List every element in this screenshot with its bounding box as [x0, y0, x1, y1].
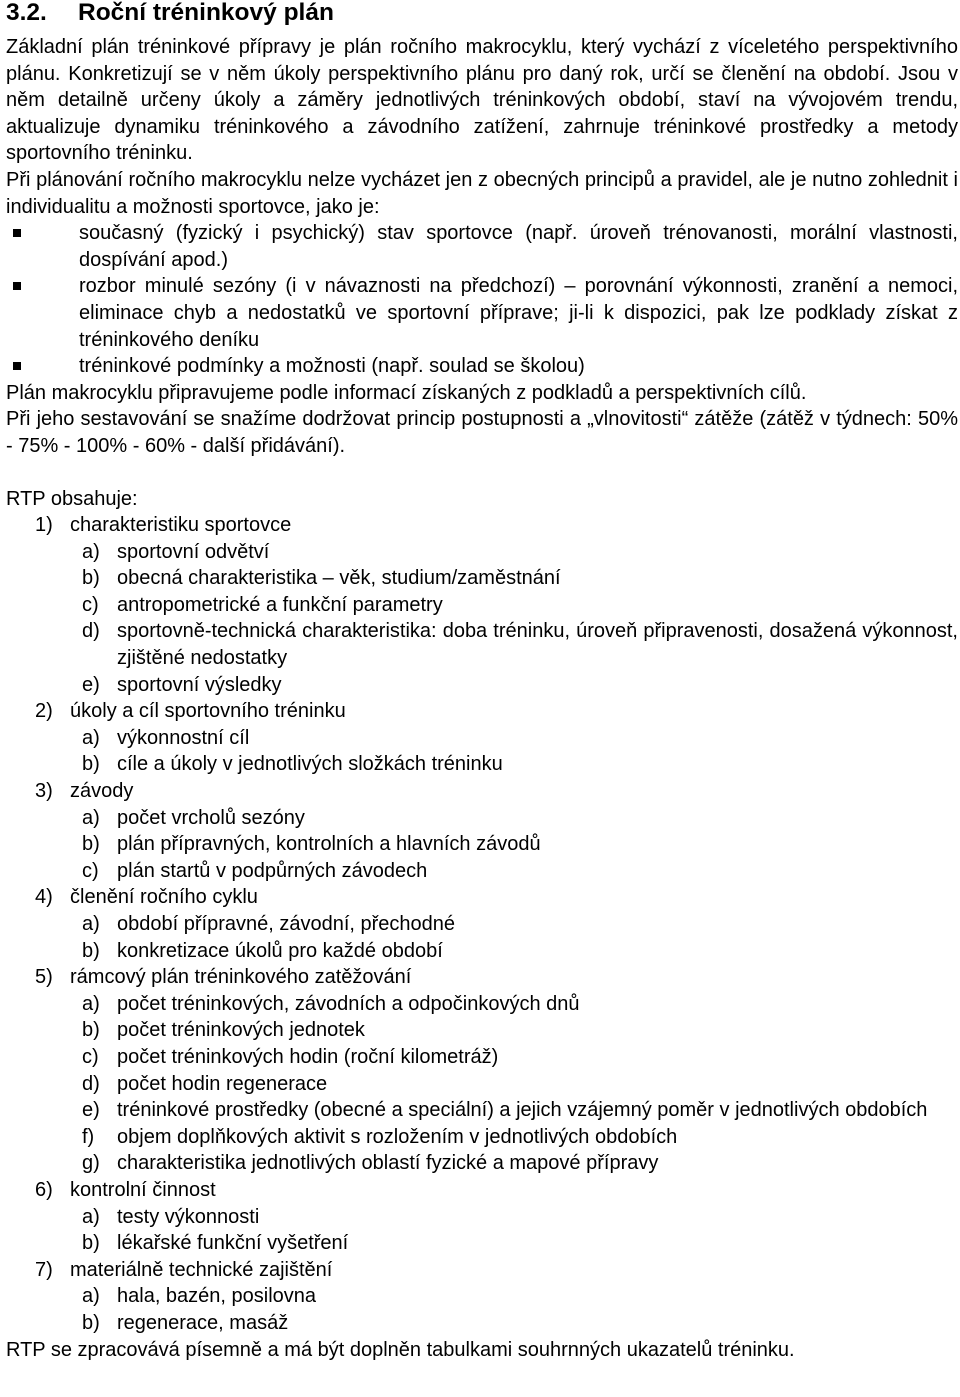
rtp-subitem-text: lékařské funkční vyšetření [117, 1232, 349, 1255]
rtp-subitem [6, 725, 958, 752]
rtp-subitem [6, 751, 958, 778]
rtp-subitem-letter: b) [82, 567, 100, 590]
rtp-subitem-text: cíle a úkoly v jednotlivých složkách tréninku [117, 753, 503, 776]
rtp-subitem-letter: b) [82, 939, 100, 962]
rtp-subitem-text: regenerace, masáž [117, 1311, 289, 1334]
rtp-subitem-letter: g) [82, 1152, 100, 1175]
rtp-subitem [6, 911, 958, 938]
rtp-subitem [6, 618, 958, 671]
rtp-subitem [6, 831, 958, 858]
rtp-subitem [6, 1017, 958, 1044]
rtp-subitem-text: antropometrické a funkční parametry [117, 593, 443, 616]
rtp-subitem-letter: b) [82, 833, 100, 856]
rtp-item [6, 884, 958, 964]
rtp-item-row [6, 512, 958, 539]
rtp-subitem-text: objem doplňkových aktivit s rozložením v jednotlivých obdobích [117, 1125, 678, 1148]
bullet-square-icon [13, 229, 21, 237]
bullet-item: rozbor minulé sezóny (i v návaznosti na předchozí) – porovnání výkonnosti, zranění a nemoci, eliminace chyb a nedostatků ve sportovní příprave; ji-li k dispozici, pak lze podklady získat z tréninkového deníku [6, 273, 958, 353]
rtp-subitem-letter: a) [82, 1205, 100, 1228]
closing-paragraph: RTP se zpracovává písemně a má být doplněn tabulkami souhrnných ukazatelů tréninku. [6, 1338, 795, 1361]
rtp-item-row [6, 778, 958, 805]
rtp-subitem [6, 1230, 958, 1257]
rtp-subitem-letter: a) [82, 913, 100, 935]
rtp-subitem-letter: b) [82, 753, 100, 776]
section-number: 3.2. [6, 0, 47, 26]
rtp-subitem-text: počet tréninkových hodin (roční kilometráž) [117, 1045, 499, 1068]
rtp-sublist [6, 539, 958, 699]
rtp-sublist [6, 725, 958, 778]
rtp-subitem-letter: b) [82, 1019, 100, 1042]
rtp-subitem-letter: a) [82, 726, 100, 749]
rtp-subitem [6, 565, 958, 592]
rtp-subitem [6, 938, 958, 965]
rtp-item [6, 1257, 958, 1337]
rtp-subitem-text: období přípravné, závodní, přechodné [117, 913, 456, 935]
intro-paragraph: Základní plán tréninkové přípravy je plán ročního makrocyklu, který vychází z víceletého perspektivního plánu. Konkretizují se v něm úkoly perspektivního plánu pro daný rok, určí se členění na období. Jsou v něm detailně určeny úkoly a záměry jednotlivých tréninkových období, staví na vývojovém trendu, aktualizuje dynamiku tréninkového a závodního zatížení, zahrnuje tréninkové prostředky a metody sportovního tréninku. [6, 36, 958, 165]
rtp-subitem-text: testy výkonnosti [117, 1205, 260, 1228]
rtp-item-row [6, 1177, 958, 1204]
rtp-subitem [6, 805, 958, 832]
rtp-subitem [6, 672, 958, 699]
rtp-subitem-text: sportovní výsledky [117, 673, 282, 696]
rtp-subitem-letter: d) [82, 1072, 100, 1095]
rtp-item-row [6, 964, 958, 991]
rtp-item [6, 964, 958, 1177]
rtp-item-number: 5) [35, 966, 53, 989]
rtp-item-number: 4) [35, 886, 53, 909]
rtp-item-title: charakteristiku sportovce [70, 514, 292, 537]
rtp-subitem-text: plán přípravných, kontrolních a hlavních závodů [117, 833, 541, 856]
makrocyklus-paragraph: Plán makrocyklu připravujeme podle informací získaných z podkladů a perspektivních cílů. [6, 381, 807, 404]
rtp-item-number: 2) [35, 700, 53, 723]
rtp-subitem-letter: c) [82, 593, 99, 616]
rtp-subitem-letter: c) [82, 1045, 99, 1068]
bullet-list [6, 220, 958, 380]
rtp-subitem-letter: a) [82, 1285, 100, 1308]
rtp-subitem [6, 1124, 958, 1151]
rtp-subitem [6, 592, 958, 619]
section-heading [6, 0, 958, 26]
bullet-square-icon [13, 362, 21, 370]
rtp-subitem-text: obecná charakteristika – věk, studium/zaměstnání [117, 567, 561, 590]
rtp-item-number: 1) [35, 514, 53, 537]
rtp-subitem-letter: a) [82, 992, 100, 1015]
rtp-subitem-letter: b) [82, 1232, 100, 1255]
rtp-sublist [6, 805, 958, 885]
load-paragraph: Při jeho sestavování se snažíme dodržovat princip postupnosti a „vlnovitosti“ zátěže (zátěž v týdnech: 50% - 75% - 100% - 60% - další přidávání). [6, 408, 958, 457]
rtp-item-title: úkoly a cíl sportovního tréninku [70, 700, 346, 723]
rtp-subitem-letter: c) [82, 859, 99, 882]
rtp-item-row [6, 698, 958, 725]
rtp-subitem-text: sportovně-technická charakteristika: doba tréninku, úroveň připravenosti, dosažená výkonnost, zjištěné nedostatky [117, 620, 958, 670]
rtp-item-number: 6) [35, 1178, 53, 1201]
rtp-sublist [6, 1204, 958, 1257]
rtp-subitem-text: plán startů v podpůrných závodech [117, 859, 428, 882]
rtp-item [6, 1177, 958, 1257]
rtp-subitem-text: hala, bazén, posilovna [117, 1285, 317, 1308]
section-title: Roční tréninkový plán [78, 0, 334, 26]
rtp-subitem-letter: d) [82, 620, 100, 643]
rtp-subitem [6, 1204, 958, 1231]
rtp-item [6, 512, 958, 698]
rtp-subitem-letter: a) [82, 806, 100, 829]
rtp-subitem-text: počet tréninkových, závodních a odpočinkových dnů [117, 992, 580, 1015]
rtp-subitem-text: výkonnostní cíl [117, 726, 250, 749]
rtp-subitem [6, 991, 958, 1018]
rtp-subitem [6, 1071, 958, 1098]
rtp-item-number: 3) [35, 780, 53, 803]
bullet-item: tréninkové podmínky a možnosti (např. soulad se školou) [6, 353, 958, 380]
bullet-square-icon [13, 282, 21, 290]
rtp-item-row [6, 1257, 958, 1284]
rtp-item [6, 698, 958, 778]
rtp-subitem-letter: b) [82, 1311, 100, 1334]
rtp-sublist [6, 991, 958, 1177]
rtp-list [6, 512, 958, 1336]
rtp-subitem-text: charakteristika jednotlivých oblastí fyzické a mapové přípravy [117, 1152, 659, 1175]
rtp-subitem [6, 858, 958, 885]
rtp-sublist [6, 1283, 958, 1336]
rtp-subitem [6, 1044, 958, 1071]
bullet-item: současný (fyzický i psychický) stav sportovce (např. úroveň trénovanosti, morální vlastnosti, dospívání apod.) [6, 220, 958, 273]
rtp-item-row [6, 884, 958, 911]
rtp-item-title: kontrolní činnost [70, 1178, 216, 1201]
rtp-item-number: 7) [35, 1258, 53, 1281]
rtp-subitem [6, 1283, 958, 1310]
rtp-item-title: členění ročního cyklu [70, 886, 258, 909]
rtp-subitem-letter: e) [82, 1099, 100, 1122]
spacer [6, 460, 958, 486]
rtp-intro: RTP obsahuje: [6, 487, 138, 510]
rtp-item-title: rámcový plán tréninkového zatěžování [70, 966, 412, 989]
document-page [6, 0, 958, 1363]
rtp-subitem-text: počet vrcholů sezóny [117, 806, 305, 829]
planning-paragraph: Při plánování ročního makrocyklu nelze vycházet jen z obecných principů a pravidel, ale je nutno zohlednit i individualitu a možnosti sportovce, jako je: [6, 168, 958, 218]
rtp-subitem-letter: e) [82, 673, 100, 696]
rtp-item-title: materiálně technické zajištění [70, 1258, 333, 1281]
rtp-subitem [6, 1310, 958, 1337]
rtp-subitem-text: sportovní odvětví [117, 540, 270, 563]
rtp-subitem-letter: f) [82, 1125, 95, 1148]
rtp-subitem [6, 1097, 958, 1124]
rtp-subitem [6, 539, 958, 566]
rtp-subitem-letter: a) [82, 540, 100, 563]
rtp-sublist [6, 911, 958, 964]
rtp-item [6, 778, 958, 884]
rtp-subitem [6, 1150, 958, 1177]
rtp-subitem-text: konkretizace úkolů pro každé období [117, 939, 443, 962]
rtp-item-title: závody [70, 780, 134, 803]
rtp-subitem-text: počet tréninkových jednotek [117, 1019, 365, 1042]
rtp-subitem-text: tréninkové prostředky (obecné a speciální) a jejich vzájemný poměr v jednotlivých obdobích [117, 1099, 928, 1122]
rtp-subitem-text: počet hodin regenerace [117, 1072, 328, 1095]
